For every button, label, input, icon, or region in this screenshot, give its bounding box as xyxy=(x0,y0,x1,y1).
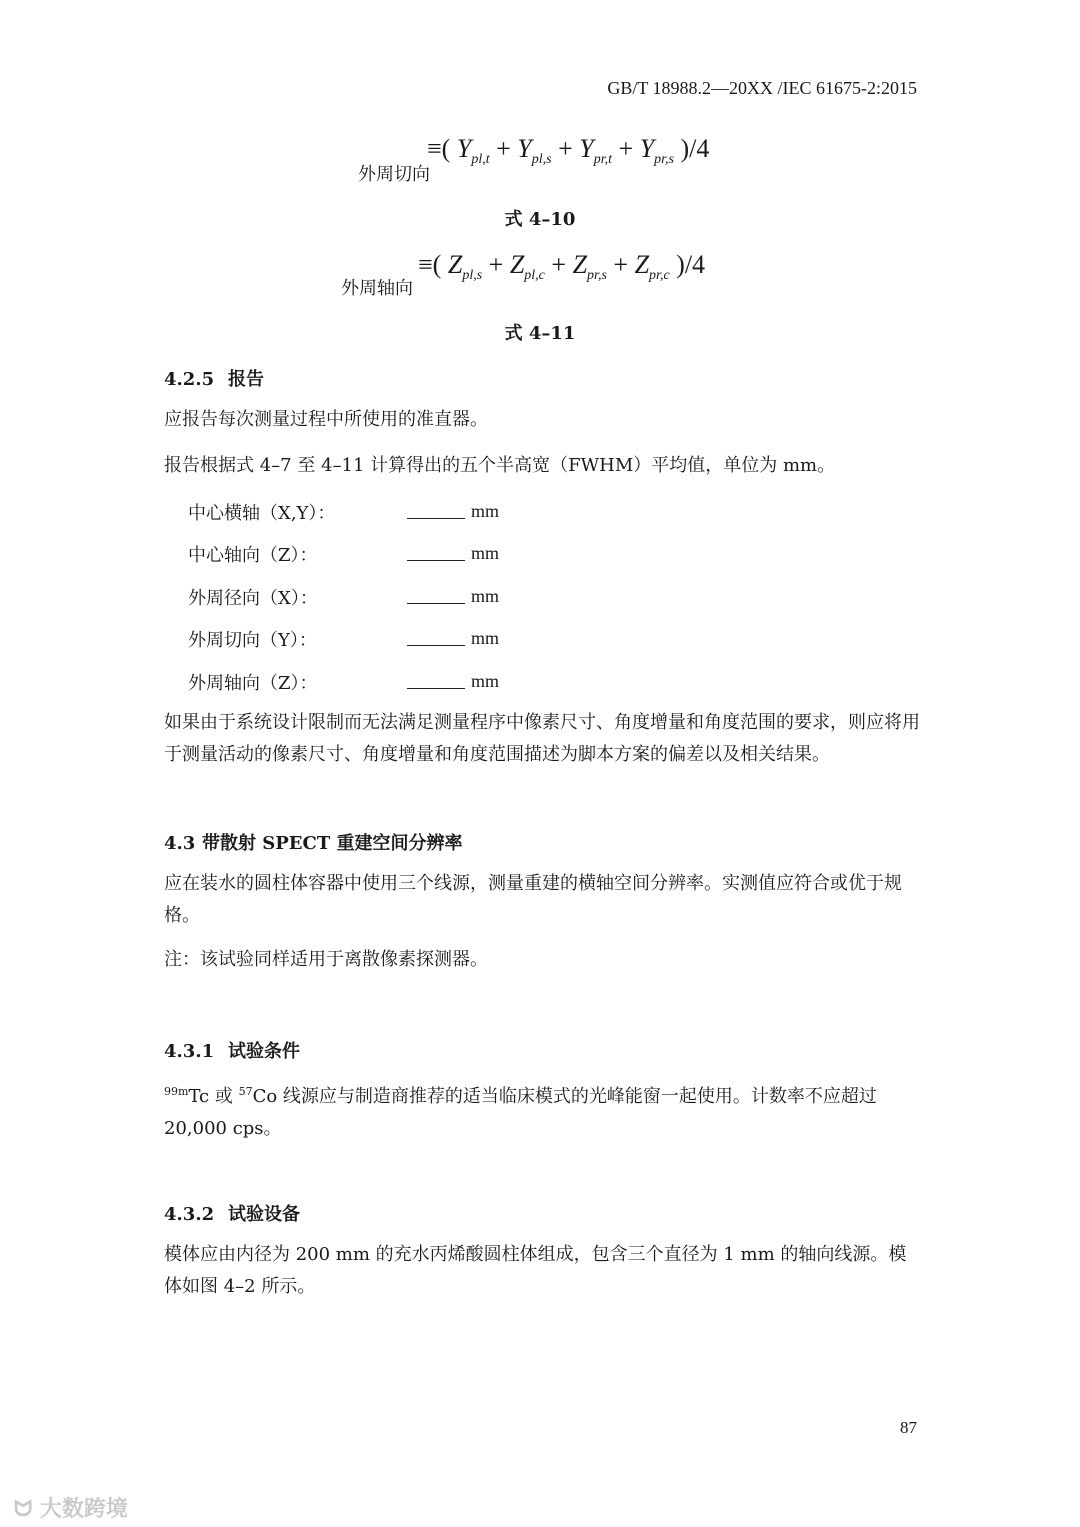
paragraph: 如果由于系统设计限制而无法满足测量程序中像素尺寸、角度增量和角度范围的要求，则应将用于测量活动的像素尺寸、角度增量和角度范围描述为脚本方案的偏差以及相关结果。 xyxy=(164,712,920,765)
report-item-label: 中心横轴（X,Y）： xyxy=(188,503,336,524)
section-heading-4-2-5: 4.2.5 报告 xyxy=(164,369,264,390)
report-item-label: 外周径向（X）： xyxy=(188,588,318,609)
report-item-label: 外周轴向（Z）： xyxy=(188,673,318,694)
blank-line xyxy=(407,670,465,689)
blank-line xyxy=(407,627,465,646)
left-paren: ( xyxy=(432,250,442,279)
section-heading-4-3-2: 4.3.2 试验设备 xyxy=(164,1204,300,1225)
report-item-label: 中心轴向（Z）： xyxy=(188,545,318,566)
equation-label: 外周切向 xyxy=(358,164,430,185)
report-item-value: mm xyxy=(407,542,499,564)
blank-line xyxy=(407,542,465,561)
section-heading-4-3-1: 4.3.1 试验条件 xyxy=(164,1041,300,1062)
report-item-label: 外周切向（Y）： xyxy=(188,630,317,651)
paragraph: 应报告每次测量过程中所使用的准直器。 xyxy=(164,409,488,430)
paragraph: 报告根据式 4–7 至 4–11 计算得出的五个半高宽（FWHM）平均值，单位为 mm。 xyxy=(164,455,836,476)
paragraph: 模体应由内径为 200 mm 的充水丙烯酸圆柱体组成，包含三个直径为 1 mm 的轴向线源。模体如图 4–2 所示。 xyxy=(164,1244,907,1297)
paragraph: 应在装水的圆柱体容器中使用三个线源，测量重建的横轴空间分辨率。实测值应符合或优于规格。 xyxy=(164,873,902,926)
equation-label: 外周轴向 xyxy=(341,278,413,299)
report-item-value: mm xyxy=(407,585,499,607)
equation-formula: ≡( $Y_{pl,t} + Y_{pl,s} + Y_{pr,t} + Y_{pr,s}$ )/4 xyxy=(427,134,710,168)
report-item-value: mm xyxy=(407,500,499,522)
note: 注：该试验同样适用于离散像素探测器。 xyxy=(164,949,488,970)
page-number: 87 xyxy=(900,1418,917,1437)
document-header: GB/T 18988.2—20XX /IEC 61675-2:2015 xyxy=(607,78,917,98)
paragraph: $^{99m}$Tc 或 $^{57}$Co 线源应与制造商推荐的适当临床模式的光峰能窗一起使用。计数率不应超过 20,000 cps。 xyxy=(164,1085,877,1139)
watermark: ᗢ 大数跨境 xyxy=(14,1497,128,1522)
left-paren: ( xyxy=(441,134,451,163)
equation-number: 式 4–10 xyxy=(504,209,576,230)
blank-line xyxy=(407,585,465,604)
watermark-logo-icon: ᗢ xyxy=(14,1497,40,1522)
equiv-sign: ≡ xyxy=(418,250,433,279)
equation-number: 式 4–11 xyxy=(504,323,576,344)
report-item-value: mm xyxy=(407,627,499,649)
section-heading-4-3: 4.3 带散射 SPECT 重建空间分辨率 xyxy=(164,833,463,854)
equation-formula: ≡( $Z_{pl,s} + Z_{pl,c} + Z_{pr,s} + Z_{pr,c}$ )/4 xyxy=(418,250,706,284)
blank-line xyxy=(407,500,465,519)
equiv-sign: ≡ xyxy=(427,134,442,163)
report-item-value: mm xyxy=(407,670,499,692)
